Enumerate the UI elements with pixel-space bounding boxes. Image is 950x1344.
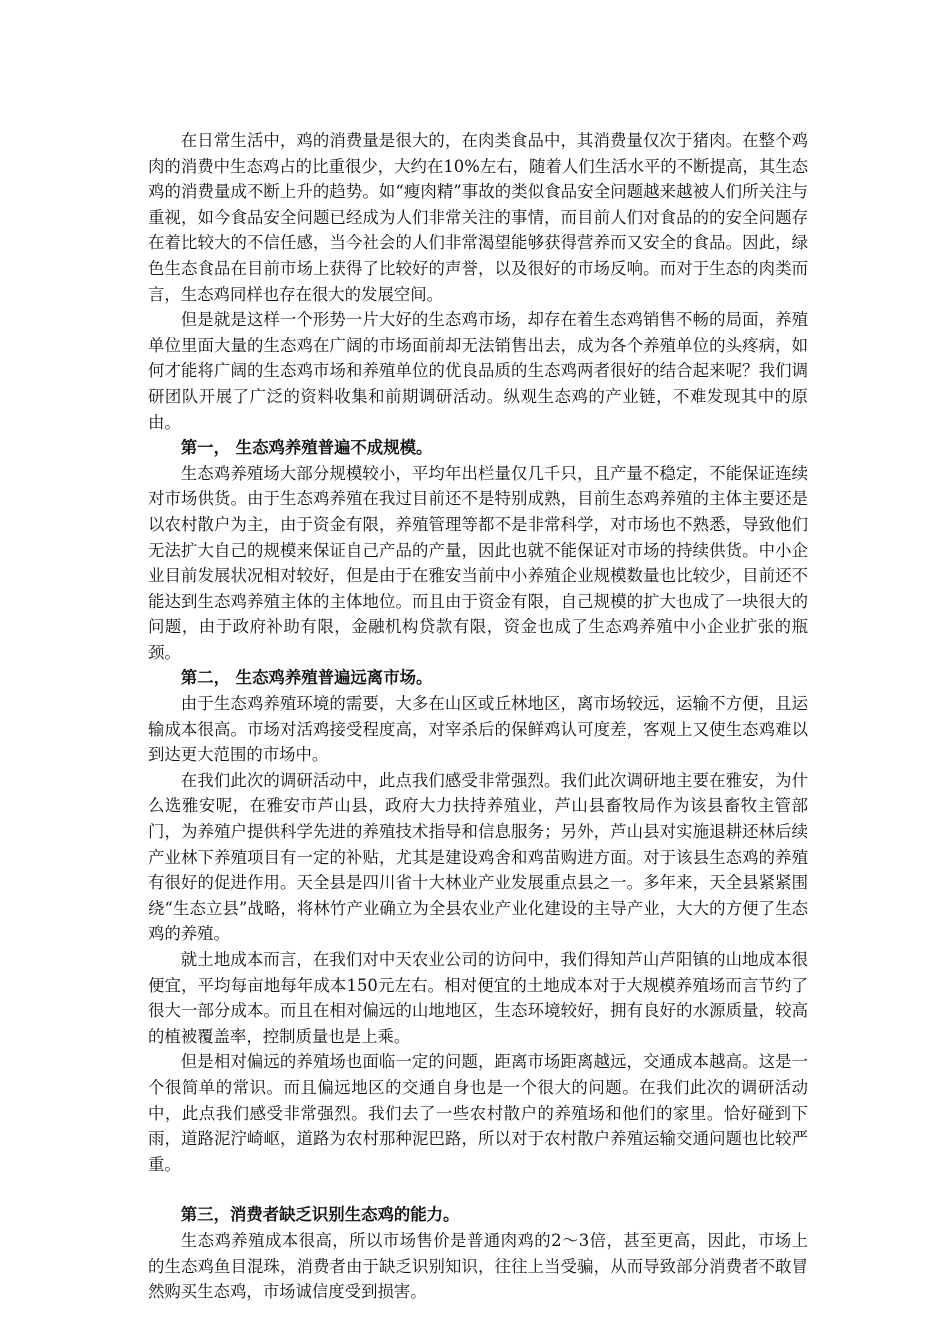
document-body (148, 128, 808, 1305)
paragraph-consumer-identification: 生态鸡养殖成本很高，所以市场售价是普通肉鸡的2～3倍，甚至更高，因此，市场上的生态鸡鱼目混珠，消费者由于缺乏识别知识，往往上当受骗，从而导致部分消费者不敢冒然购买生态鸡，市场诚信度受到损害。 (148, 1230, 808, 1302)
paragraph-transport-cost: 但是相对偏远的养殖场也面临一定的问题，距离市场距离越远，交通成本越高。这是一个很简单的常识。而且偏远地区的交通自身也是一个很大的问题。在我们此次的调研活动中，此点我们感受非常强烈。我们去了一些农村散户的养殖场和他们的家里。恰好碰到下雨，道路泥泞崎岖，道路为农村那种泥巴路，所以对于农村散户养殖运输交通问题也比较严重。 (148, 1052, 808, 1174)
paragraph-market-problem: 但是就是这样一个形势一片大好的生态鸡市场，却存在着生态鸡销售不畅的局面，养殖单位里面大量的生态鸡在广阔的市场面前却无法销售出去，成为各个养殖单位的头疼病，如何才能将广阔的生态鸡市场和养殖单位的优良品质的生态鸡两者很好的结合起来呢？我们调研团队开展了广泛的资料收集和前期调研活动。纵观生态鸡的产业链，不难发现其中的原由。 (148, 310, 808, 432)
blank-line (148, 1177, 808, 1202)
paragraph-land-cost: 就土地成本而言，在我们对中天农业公司的访问中，我们得知芦山芦阳镇的山地成本很便宜，平均每亩地每年成本150元左右。相对便宜的土地成本对于大规模养殖场而言节约了很大一部分成本。而且在相对偏远的山地地区，生态环境较好，拥有良好的水源质量，较高的植被覆盖率，控制质量也是上乘。 (148, 950, 808, 1046)
paragraph-chicken-consumption: 在日常生活中，鸡的消费量是很大的，在肉类食品中，其消费量仅次于猪肉。在整个鸡肉的消费中生态鸡占的比重很少，大约在10%左右，随着人们生活水平的不断提高，其生态鸡的消费量成不断上升的趋势。如“瘦肉精”事故的类似食品安全问题越来越被人们所关注与重视，如今食品安全问题已经成为人们非常关注的事情，而目前人们对食品的的安全问题存在着比较大的不信任感，当今社会的人们非常渴望能够获得营养而又安全的食品。因此，绿色生态食品在目前市场上获得了比较好的声誉，以及很好的市场反响。而对于生态的肉类而言，生态鸡同样也存在很大的发展空间。 (148, 131, 808, 304)
heading-point-three: 第三，消费者缺乏识别生态鸡的能力。 (180, 1205, 460, 1225)
paragraph-yaan-research: 在我们此次的调研活动中，此点我们感受非常强烈。我们此次调研地主要在雅安，为什么选雅安呢，在雅安市芦山县，政府大力扶持养殖业，芦山县畜牧局作为该县畜牧主管部门，为养殖户提供科学先进的养殖技术指导和信息服务；另外，芦山县对实施退耕还林后续产业林下养殖项目有一定的补贴，尤其是建设鸡舍和鸡苗购进方面。对于该县生态鸡的养殖有很好的促进作用。天全县是四川省十大林业产业发展重点县之一。多年来，天全县紧紧围绕“生态立县”战略，将林竹产业确立为全县农业产业化建设的主导产业，大大的方便了生态鸡的养殖。 (148, 770, 808, 944)
paragraph-distance-problem: 由于生态鸡养殖环境的需要，大多在山区或丘林地区，离市场较远，运输不方便，且运输成本很高。市场对活鸡接受程度高，对宰杀后的保鲜鸡认可度差，客观上又使生态鸡难以到达更大范围的市场中。 (148, 694, 808, 765)
heading-point-two: 第二， 生态鸡养殖普遍远离市场。 (180, 668, 433, 688)
paragraph-scale-problem: 生态鸡养殖场大部分规模较小，平均年出栏量仅几千只，且产量不稳定，不能保证连续对市场供货。由于生态鸡养殖在我过目前还不是特别成熟，目前生态鸡养殖的主体主要还是以农村散户为主，由于资金有限，养殖管理等都不是非常科学，对市场也不熟悉，导致他们无法扩大自己的规模来保证自己产品的产量，因此也就不能保证对市场的持续供货。中小企业目前发展状况相对较好，但是由于在雅安当前中小养殖企业规模数量也比较少，目前还不能达到生态鸡养殖主体的主体地位。而且由于资金有限，自己规模的扩大也成了一块很大的问题，由于政府补助有限，金融机构贷款有限，资金也成了生态鸡养殖中小企业扩张的瓶颈。 (148, 463, 808, 662)
heading-point-one: 第一， 生态鸡养殖普遍不成规模。 (180, 438, 433, 458)
